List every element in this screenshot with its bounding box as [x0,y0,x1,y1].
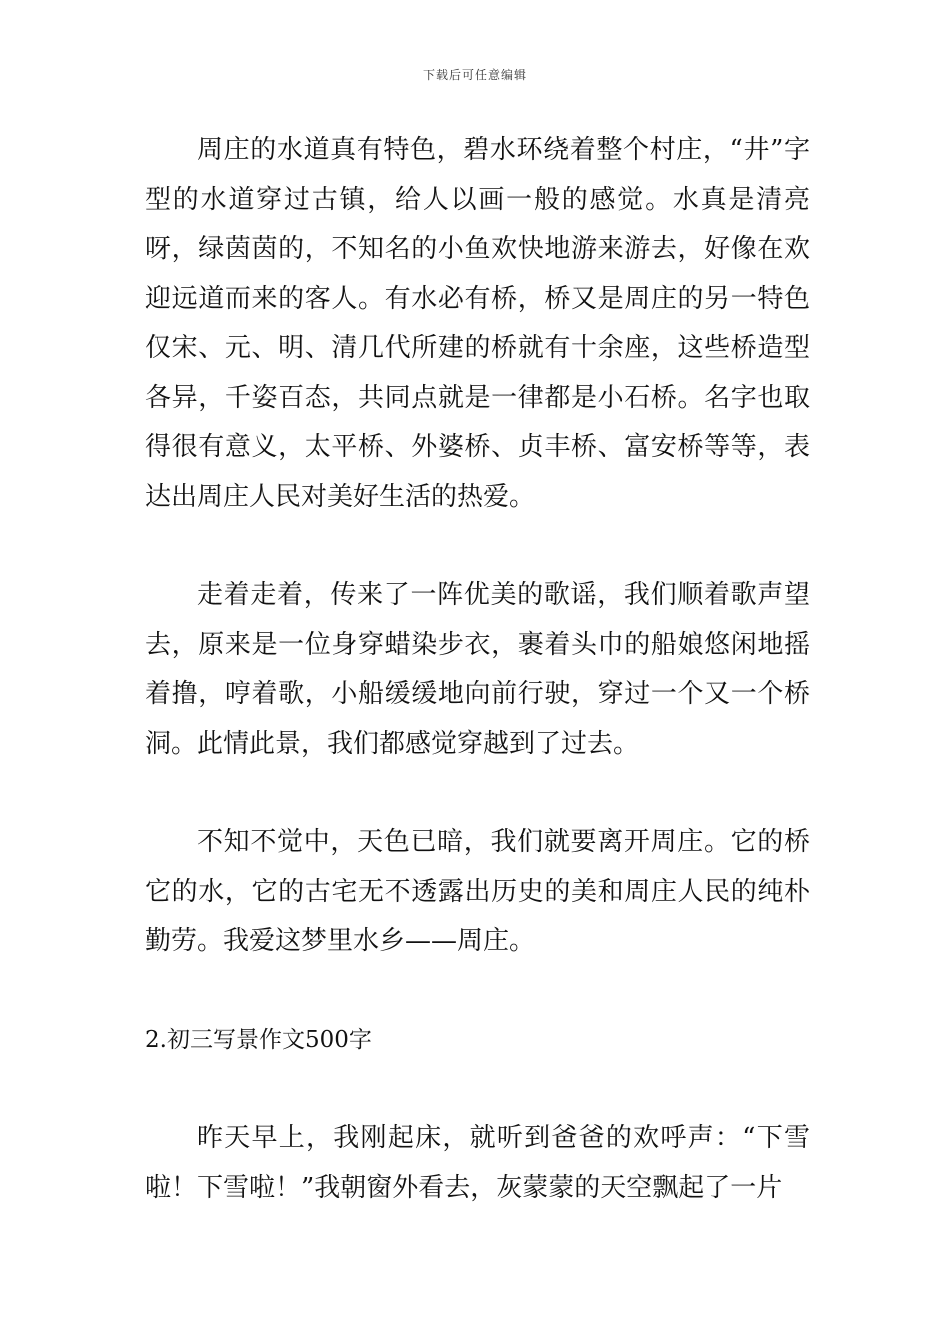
page-header-note: 下载后可任意编辑 [422,68,527,82]
section-title: 2.初三写景作文500字 [145,1026,372,1053]
paragraph-zhouzhuang-waterways: 周庄的水道真有特色，碧水环绕着整个村庄，“井”字型的水道穿过古镇，给人以画一般的感觉。水真是清亮呀，绿茵茵的，不知名的小鱼欢快地游来游去，好像在欢迎远道而来的客人。有水必有桥，桥又是周庄的另一特色仅宋、元、明、清几代所建的桥就有十余座，这些桥造型各异，千姿百态，共同点就是一律都是小石桥。名字也取得很有意义，太平桥、外婆桥、贞丰桥、富安桥等等，表达出周庄人民对美好生活的热爱。 [145,135,810,512]
paragraph-spacer [145,769,810,818]
paragraph-spacer [145,522,810,571]
paragraph-spacer [145,1065,810,1114]
document-body [145,126,810,1213]
paragraph-snow-morning: 昨天早上，我刚起床，就听到爸爸的欢呼声：“下雪啦！下雪啦！”我朝窗外看去，灰蒙蒙的天空飘起了一片 [145,1123,810,1203]
paragraph-boat-song: 走着走着，传来了一阵优美的歌谣，我们顺着歌声望去，原来是一位身穿蜡染步衣，裹着头巾的船娘悠闲地摇着撸，哼着歌，小船缓缓地向前行驶，穿过一个又一个桥洞。此情此景，我们都感觉穿越到了过去。 [145,580,810,759]
paragraph-spacer [145,967,810,1016]
paragraph-leaving-zhouzhuang: 不知不觉中，天色已暗，我们就要离开周庄。它的桥它的水，它的古宅无不透露出历史的美和周庄人民的纯朴勤劳。我爱这梦里水乡——周庄。 [145,827,810,956]
